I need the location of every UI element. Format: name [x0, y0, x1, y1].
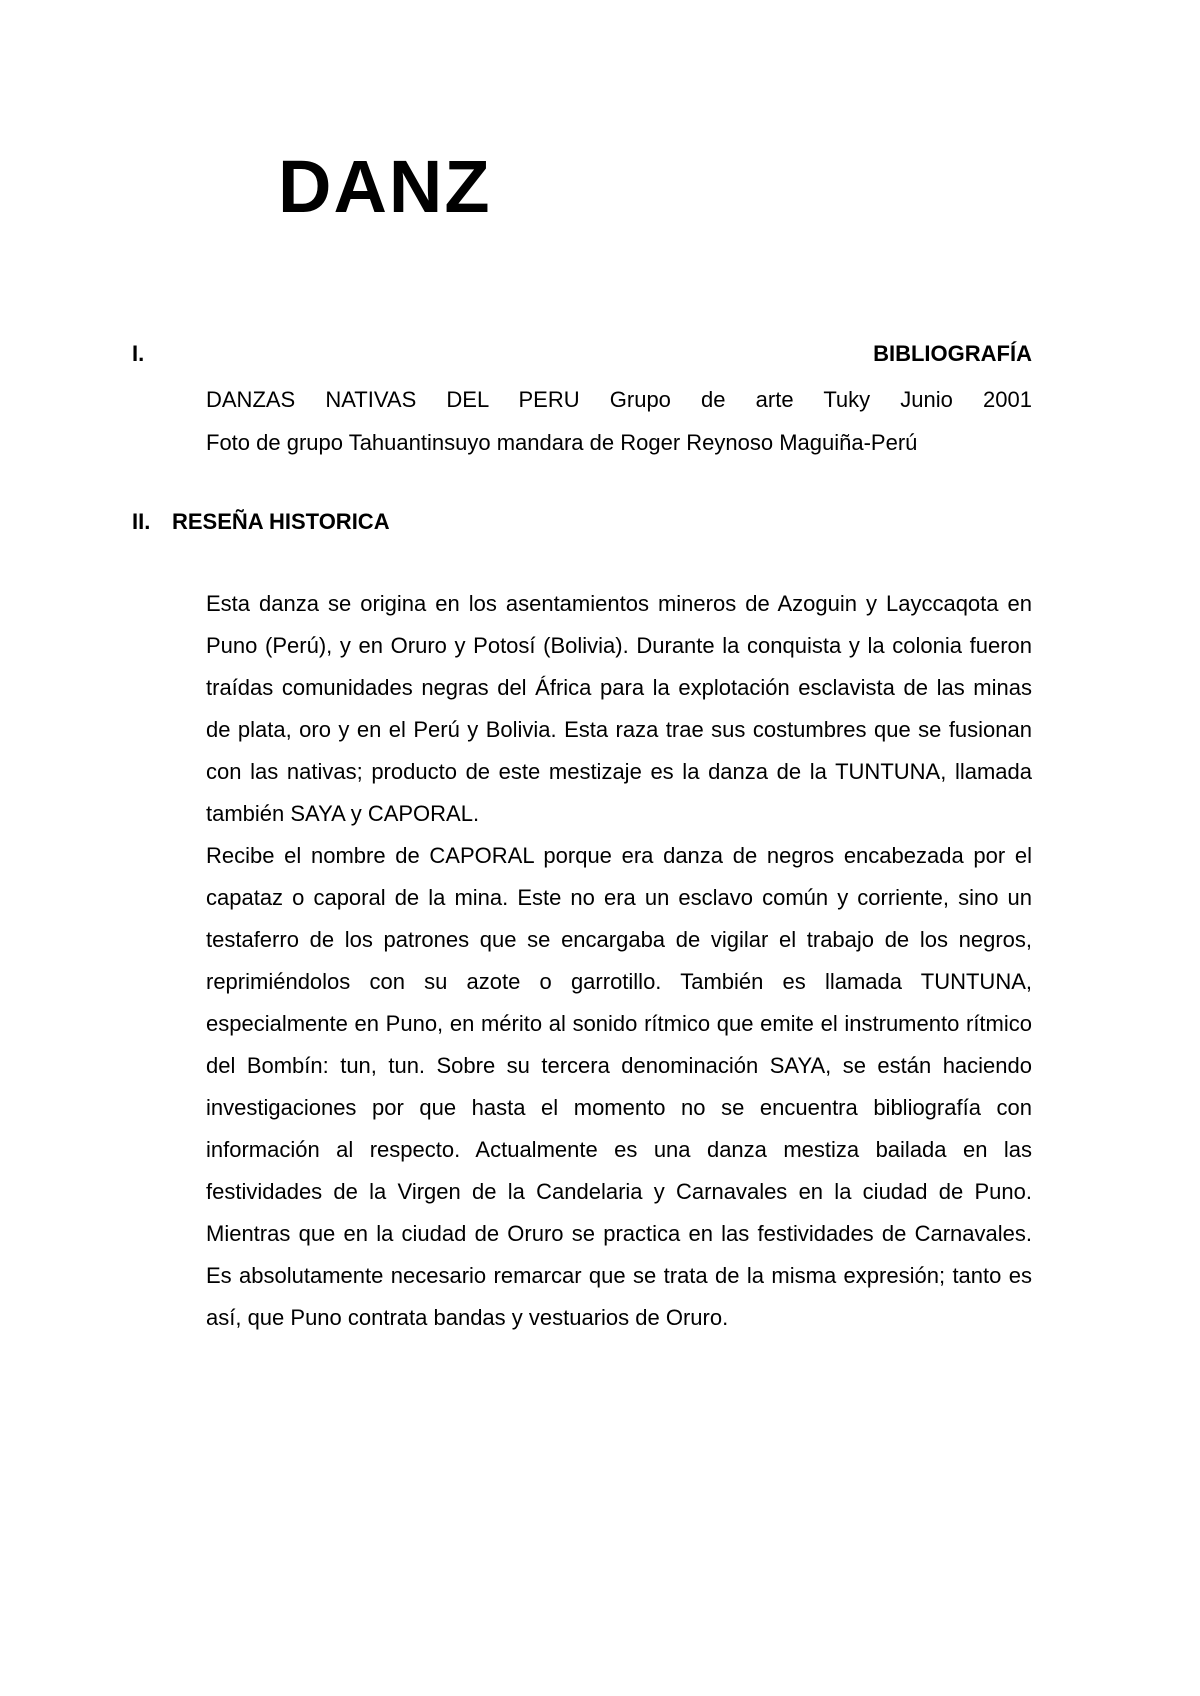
section-2-title: RESEÑA HISTORICA	[172, 509, 390, 534]
paragraph: Recibe el nombre de CAPORAL porque era danza de negros encabezada por el capataz o caporal de la mina. Este no era un esclavo común y corriente, sino un testaferro de los patrones que se encargaba de vigilar el trabajo de los negros, reprimiéndolos con su azote o garrotillo. También es llamada TUNTUNA, especialmente en Puno, en mérito al sonido rítmico que emite el instrumento rítmico del Bombín: tun, tun. Sobre su tercera denominación SAYA, se están haciendo investigaciones por que hasta el momento no se encuentra bibliografía con información al respecto. Actualmente es una danza mestiza bailada en las festividades de la Virgen de la Candelaria y Carnavales en la ciudad de Puno. Mientras que en la ciudad de Oruro se practica en las festividades de Carnavales. Es absolutamente necesario remarcar que se trata de la misma expresión; tanto es así, que Puno contrata bandas y vestuarios de Oruro.	[206, 843, 1032, 1330]
document-title: DANZ	[278, 145, 492, 228]
bibliography-entry	[206, 378, 1032, 464]
bibliography-line: Foto de grupo Tahuantinsuyo mandara de Roger Reynoso Maguiña-Perú	[206, 430, 918, 455]
section-1-title: BIBLIOGRAFÍA	[873, 341, 1032, 366]
section-1-number: I.	[132, 341, 145, 366]
bibliography-line: DANZAS NATIVAS DEL PERU Grupo de arte Tuky Junio 2001	[206, 387, 1032, 412]
section-2-number: II.	[132, 509, 151, 534]
historical-review-body	[206, 583, 1032, 1339]
paragraph: Esta danza se origina en los asentamientos mineros de Azoguin y Layccaqota en Puno (Perú), y en Oruro y Potosí (Bolivia). Durante la conquista y la colonia fueron traídas comunidades negras del África para la explotación esclavista de las minas de plata, oro y en el Perú y Bolivia. Esta raza trae sus costumbres que se fusionan con las nativas; producto de este mestizaje es la danza de la TUNTUNA, llamada también SAYA y CAPORAL.	[206, 591, 1032, 826]
